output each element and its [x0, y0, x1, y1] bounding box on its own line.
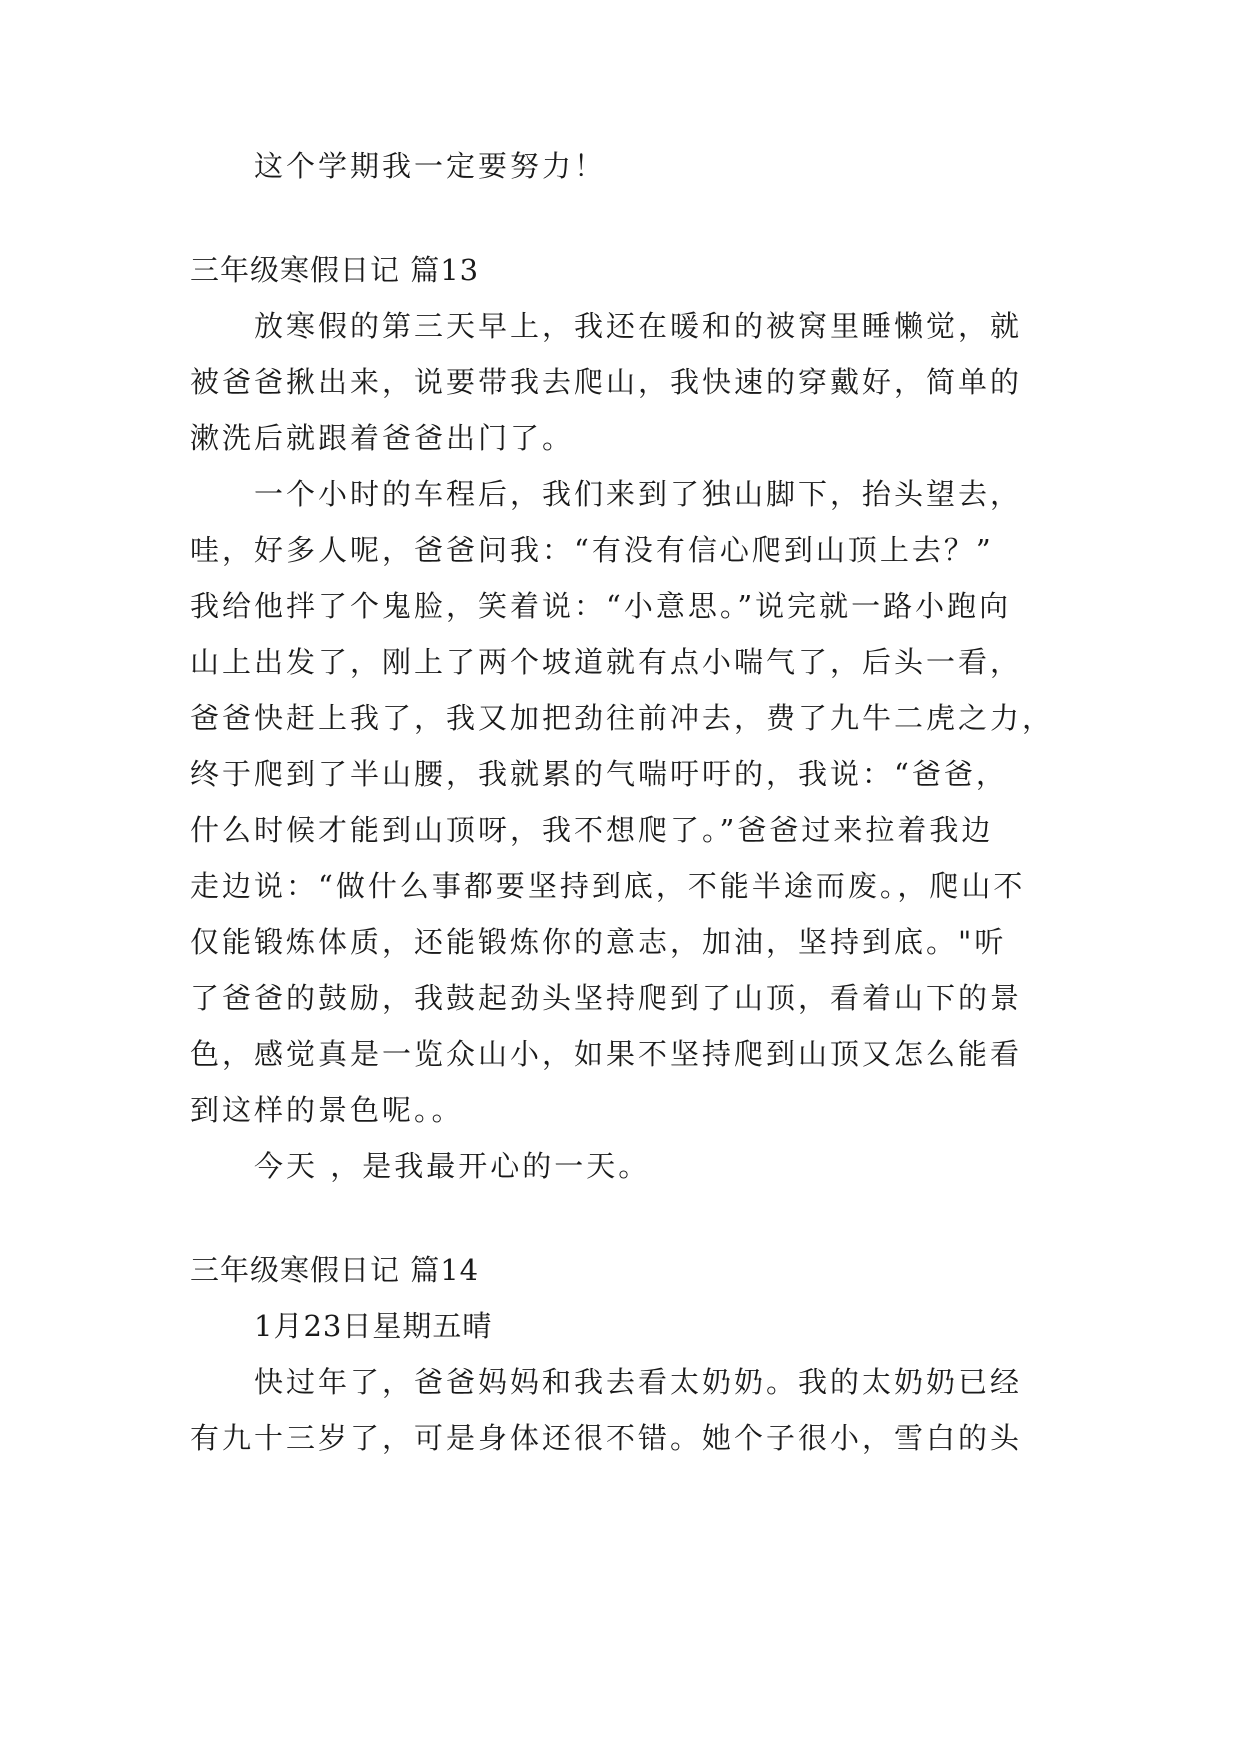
paragraph-line: 仅能锻炼体质，还能锻炼你的意志，加油，坚持到底。"听: [190, 925, 1007, 959]
paragraph-line: 山上出发了，刚上了两个坡道就有点小喘气了，后头一看，: [190, 645, 1023, 679]
paragraph-line: 哇，好多人呢，爸爸问我：“有没有信心爬到山顶上去？”: [190, 533, 994, 567]
paragraph-line: 走边说：“做什么事都要坚持到底，不能半途而废。，爬山不: [190, 869, 1026, 903]
diary-date-line: 1月23日星期五晴: [254, 1309, 493, 1343]
paragraph-line: 这个学期我一定要努力！: [254, 149, 607, 183]
paragraph-line: 爸爸快赶上我了，我又加把劲往前冲去，费了九牛二虎之力，: [190, 701, 1055, 735]
paragraph-line: 了爸爸的鼓励，我鼓起劲头坚持爬到了山顶，看着山下的景: [190, 981, 1023, 1015]
paragraph-line: 一个小时的车程后，我们来到了独山脚下，抬头望去，: [254, 477, 1023, 511]
paragraph-line: 快过年了，爸爸妈妈和我去看太奶奶。我的太奶奶已经: [254, 1365, 1023, 1399]
section-heading-14: 三年级寒假日记 篇14: [190, 1253, 480, 1287]
paragraph-line: 到这样的景色呢。。: [190, 1093, 464, 1127]
paragraph-line: 有九十三岁了，可是身体还很不错。她个子很小，雪白的头: [190, 1421, 1023, 1455]
section-heading-13: 三年级寒假日记 篇13: [190, 253, 480, 287]
paragraph-line: 我给他拌了个鬼脸，笑着说：“小意思。”说完就一路小跑向: [190, 589, 1012, 623]
paragraph-line: 什么时候才能到山顶呀，我不想爬了。”爸爸过来拉着我边: [190, 813, 994, 847]
paragraph-line: 被爸爸揪出来，说要带我去爬山，我快速的穿戴好，简单的: [190, 365, 1023, 399]
paragraph-line: 终于爬到了半山腰，我就累的气喘吁吁的，我说：“爸爸，: [190, 757, 1008, 791]
paragraph-line: 放寒假的第三天早上，我还在暖和的被窝里睡懒觉，就: [254, 309, 1023, 343]
paragraph-line: 今天 ，是我最开心的一天。: [254, 1149, 651, 1183]
paragraph-line: 漱洗后就跟着爸爸出门了。: [190, 421, 575, 455]
paragraph-line: 色，感觉真是一览众山小，如果不坚持爬到山顶又怎么能看: [190, 1037, 1023, 1071]
